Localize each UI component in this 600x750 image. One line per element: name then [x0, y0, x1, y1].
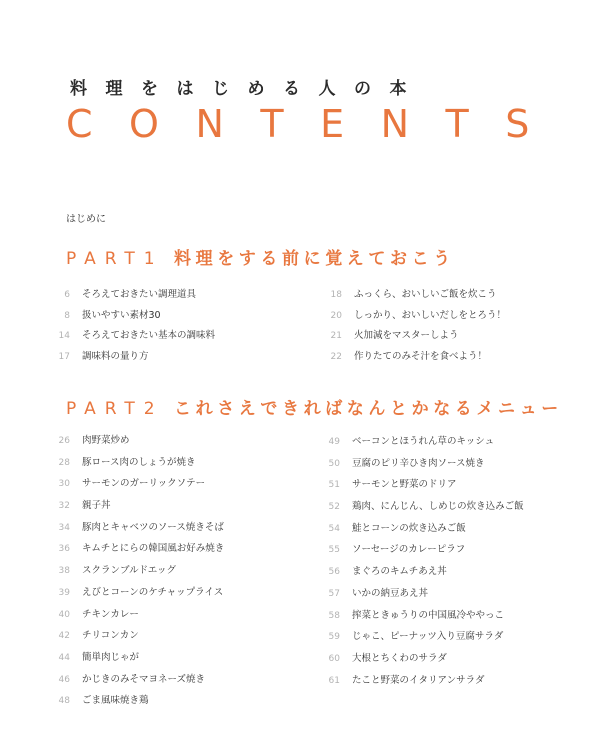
toc-entry[interactable]	[318, 607, 568, 629]
entry-title: 火加減をマスターしよう	[354, 330, 459, 341]
toc-entry[interactable]	[318, 520, 568, 542]
page-number: 34	[58, 522, 70, 533]
entry-title: チキンカレー	[82, 608, 139, 620]
entry-title: 豚肉とキャベツのソース焼きそば	[82, 521, 224, 533]
entry-title: えびとコーンのケチャップライス	[82, 586, 224, 598]
toc-entry[interactable]	[48, 286, 298, 307]
toc-entry[interactable]	[320, 307, 570, 328]
page-number: 60	[328, 653, 340, 664]
entry-title: 鶏肉、にんじん、しめじの炊き込みご飯	[352, 501, 524, 513]
page-number: 52	[328, 502, 340, 513]
entry-title: ごま風味焼き鶏	[82, 695, 149, 707]
page-number: 18	[330, 290, 342, 300]
entry-title: 作りたてのみそ汁を食べよう！	[354, 350, 488, 362]
part1-heading	[66, 244, 455, 269]
entry-title: 鮭とコーンの炊き込みご飯	[352, 522, 466, 534]
entry-title: しっかり、おいしいだしをとろう！	[354, 309, 507, 321]
toc-entry[interactable]	[318, 433, 568, 455]
entry-title: 大根とちくわのサラダ	[352, 652, 447, 664]
page-number: 17	[58, 351, 70, 362]
page-number: 36	[58, 544, 70, 555]
page-number: 49	[328, 437, 340, 447]
page-number: 30	[58, 479, 70, 490]
toc-entry[interactable]	[48, 454, 298, 476]
entry-title: 豚ロース肉のしょうが焼き	[82, 456, 196, 468]
page-number: 22	[330, 351, 342, 362]
page-number: 44	[58, 652, 70, 663]
toc-entry[interactable]	[318, 541, 568, 563]
entry-title: ベーコンとほうれん草のキッシュ	[352, 436, 495, 447]
page-number: 20	[330, 310, 342, 321]
entry-title: キムチとにらの韓国風お好み焼き	[82, 543, 225, 555]
entry-title: かじきのみそマヨネーズ焼き	[82, 673, 206, 685]
part2-heading	[66, 394, 563, 419]
toc-entry[interactable]	[48, 584, 298, 606]
part1-label: PART1	[66, 249, 164, 269]
toc-entry[interactable]	[318, 455, 568, 477]
part2-title: これさえできればなんとかなるメニュー	[174, 399, 563, 419]
part2-label: PART2	[66, 399, 164, 419]
page-number: 26	[58, 436, 70, 446]
toc-entry[interactable]	[318, 585, 568, 607]
page-number: 28	[58, 457, 70, 468]
page-number: 61	[328, 675, 340, 686]
toc-entry[interactable]	[48, 649, 298, 671]
toc-entry[interactable]	[318, 563, 568, 585]
book-title: 料理をはじめる人の本	[70, 79, 425, 99]
part2-left-column	[48, 432, 298, 714]
entry-title: サーモンと野菜のドリア	[352, 479, 457, 491]
entry-title: 親子丼	[82, 500, 111, 512]
toc-entry[interactable]	[48, 540, 298, 562]
entry-title: じゃこ、ピーナッツ入り豆腐サラダ	[352, 631, 504, 643]
toc-entry[interactable]	[48, 432, 298, 454]
toc-entry[interactable]	[318, 650, 568, 672]
page-number: 51	[328, 480, 340, 491]
page-number: 59	[328, 632, 340, 643]
toc-entry[interactable]	[48, 606, 298, 628]
toc-entry[interactable]	[318, 672, 568, 694]
entry-title: スクランブルドエッグ	[82, 565, 177, 577]
part1-left-column	[48, 286, 298, 368]
page-number: 8	[64, 310, 70, 321]
part1-right-column	[320, 286, 570, 368]
entry-title: そろえておきたい基本の調味料	[82, 330, 216, 341]
toc-entry[interactable]	[320, 327, 570, 348]
page-number: 48	[58, 696, 70, 707]
toc-entry[interactable]	[48, 562, 298, 584]
entry-title: ソーセージのカレーピラフ	[352, 544, 466, 556]
entry-title: 調味料の量り方	[82, 350, 149, 362]
page-number: 57	[328, 588, 340, 599]
entry-title: まぐろのキムチあえ丼	[352, 566, 447, 578]
page-number: 56	[328, 567, 340, 578]
toc-entry[interactable]	[48, 327, 298, 348]
toc-entry[interactable]	[48, 307, 298, 328]
entry-title: たこと野菜のイタリアンサラダ	[352, 674, 485, 686]
entry-title: 豆腐のピリ辛ひき肉ソース焼き	[352, 457, 485, 469]
page-number: 14	[58, 331, 70, 341]
toc-entry[interactable]	[48, 348, 298, 369]
page-number: 21	[330, 331, 342, 341]
page-number: 46	[58, 674, 70, 685]
entry-title: 肉野菜炒め	[82, 435, 130, 446]
toc-entry[interactable]	[318, 498, 568, 520]
part1-title: 料理をする前に覚えておこう	[174, 249, 455, 269]
entry-title: そろえておきたい調理道具	[82, 289, 197, 300]
toc-entry[interactable]	[48, 692, 298, 714]
toc-entry[interactable]	[48, 519, 298, 541]
entry-title: 簡単肉じゃが	[82, 651, 140, 663]
toc-entry[interactable]	[48, 497, 298, 519]
part2-right-column	[318, 433, 568, 693]
page-number: 58	[328, 610, 340, 621]
page-number: 32	[58, 501, 70, 512]
entry-title: いかの納豆あえ丼	[352, 587, 429, 599]
page-number: 6	[64, 290, 70, 300]
page-number: 38	[58, 566, 70, 577]
page-number: 50	[328, 458, 340, 469]
page-number: 55	[328, 545, 340, 556]
entry-title: ふっくら、おいしいご飯を炊こう	[354, 289, 497, 300]
entry-title: チリコンカン	[82, 630, 139, 642]
intro-entry[interactable]: はじめに	[66, 214, 106, 225]
entry-title: サーモンのガーリックソテー	[82, 478, 206, 490]
contents-heading: CONTENTS	[66, 102, 566, 146]
toc-entry[interactable]	[320, 286, 570, 307]
toc-entry[interactable]	[318, 628, 568, 650]
toc-entry[interactable]	[48, 475, 298, 497]
toc-entry[interactable]	[48, 627, 298, 649]
page-number: 40	[58, 609, 70, 620]
toc-entry[interactable]	[320, 348, 570, 369]
entry-title: 搾菜ときゅうりの中国風冷ややっこ	[352, 609, 505, 621]
toc-entry[interactable]	[48, 671, 298, 693]
page-number: 42	[58, 631, 70, 642]
toc-entry[interactable]	[318, 476, 568, 498]
page-number: 54	[328, 523, 340, 534]
page-number: 39	[58, 587, 70, 598]
entry-title: 扱いやすい素材30	[82, 309, 161, 321]
